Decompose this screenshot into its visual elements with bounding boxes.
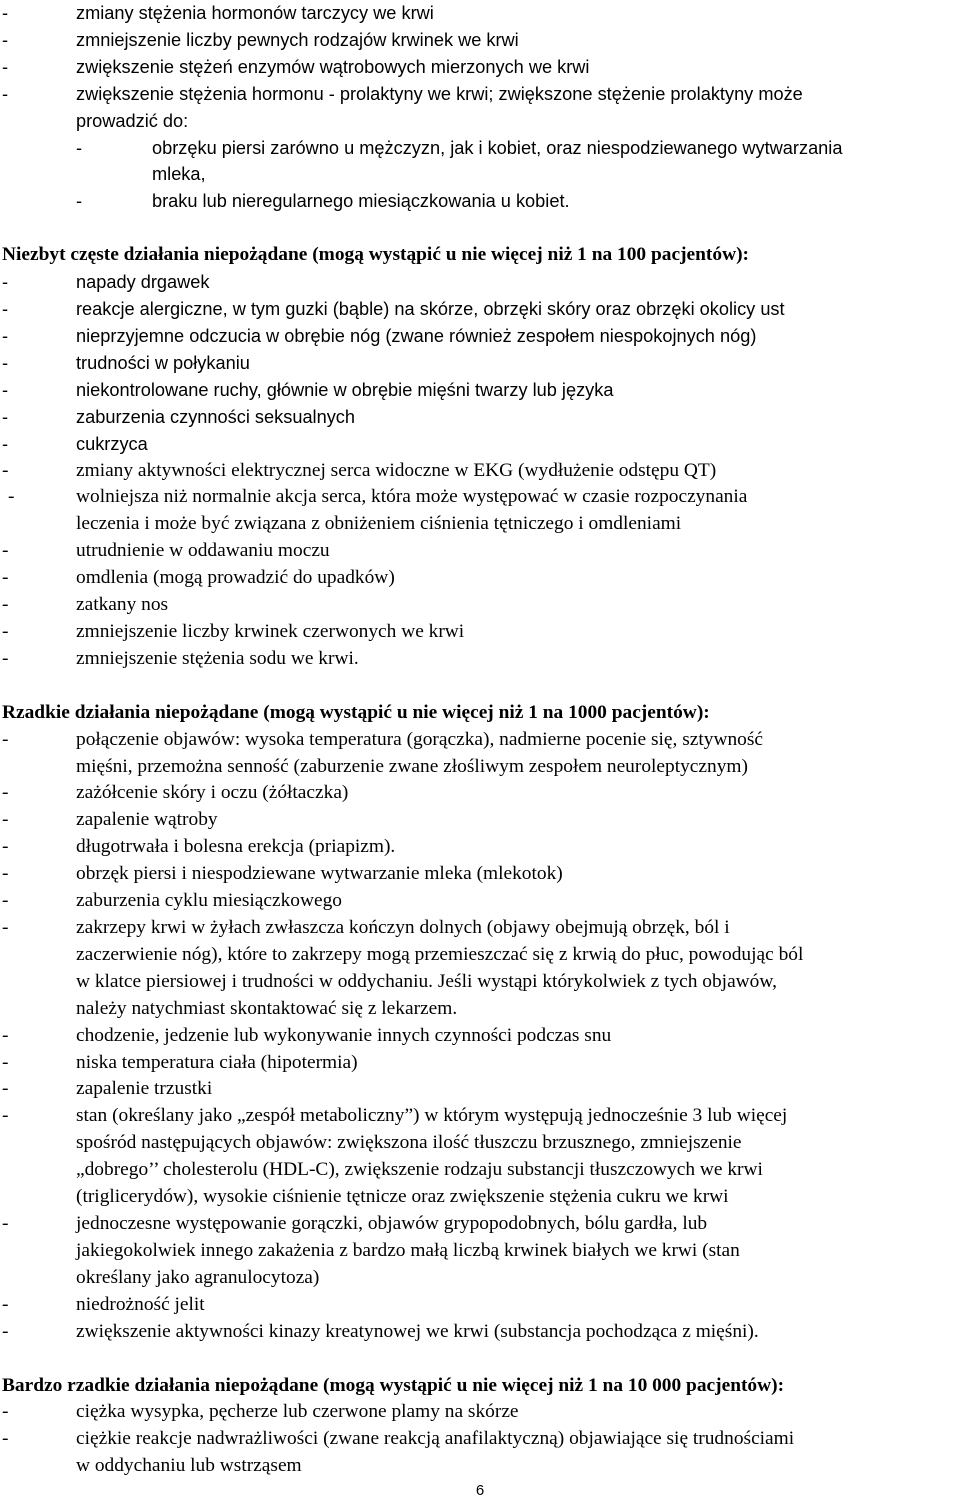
uncommon-list-sans bbox=[0, 269, 960, 457]
list-item-continuation: spośród następujących objawów: zwiększona ilość tłuszczu brzusznego, zmniejszenie bbox=[76, 1132, 742, 1154]
list-item-continuation: prowadzić do: bbox=[76, 110, 189, 131]
list-item: - zatkany nos bbox=[2, 594, 169, 616]
list-item-continuation: w oddychaniu lub wstrząsem bbox=[76, 1455, 302, 1477]
list-item: - napady drgawek bbox=[2, 272, 210, 293]
list-item: - zapalenie wątroby bbox=[2, 809, 218, 831]
list-item-continuation: należy natychmiast skontaktować się z lekarzem. bbox=[76, 997, 458, 1019]
section-heading-uncommon: Niezbyt częste działania niepożądane (mogą wystąpić u nie więcej niż 1 na 100 pacjentów): bbox=[2, 244, 749, 266]
list-item: - zapalenie trzustki bbox=[2, 1078, 213, 1100]
list-item-continuation: w klatce piersiowej i trudności w oddychaniu. Jeśli wystąpi którykolwiek z tych objawów, bbox=[76, 970, 777, 992]
section-heading-rare: Rzadkie działania niepożądane (mogą wystąpić u nie więcej niż 1 na 1000 pacjentów): bbox=[2, 701, 710, 723]
list-item: - zakrzepy krwi w żyłach zwłaszcza kończyn dolnych (objawy obejmują obrzęk, ból i bbox=[2, 917, 730, 938]
list-item: - ciężka wysypka, pęcherze lub czerwone plamy na skórze bbox=[2, 1401, 519, 1423]
list-item-bradycardia: - wolniejsza niż normalnie akcja serca, która może występować w czasie rozpoczynania bbox=[8, 486, 748, 508]
list-item: - zwiększenie stężenia hormonu - prolaktyny we krwi; zwiększone stężenie prolaktyny może bbox=[2, 83, 803, 104]
list-item: - stan (określany jako „zespół metaboliczny”) w którym występują jednocześnie 3 lub więcej bbox=[2, 1105, 788, 1127]
list-item-continuation: leczenia i może być związana z obniżeniem ciśnienia tętniczego i omdleniami bbox=[76, 513, 682, 535]
sub-list-item: - obrzęku piersi zarówno u mężczyzn, jak i kobiet, oraz niespodziewanego wytwarzania bbox=[76, 137, 843, 158]
list-item: - omdlenia (mogą prowadzić do upadków) bbox=[2, 567, 395, 589]
list-item: - utrudnienie w oddawaniu moczu bbox=[2, 540, 330, 562]
list-item-continuation: mięśni, przemożna senność (zaburzenie zwane złośliwym zespołem neuroleptycznym) bbox=[76, 755, 748, 777]
list-item: - zwiększenie aktywności kinazy kreatynowej we krwi (substancja pochodząca z mięśni). bbox=[2, 1320, 759, 1342]
list-item: - jednoczesne występowanie gorączki, objawów grypopodobnych, bólu gardła, lub bbox=[2, 1212, 708, 1234]
list-item-ekg: - zmiany aktywności elektrycznej serca widoczne w EKG (wydłużenie odstępu QT) bbox=[2, 459, 717, 481]
top-list bbox=[0, 0, 960, 215]
list-item: - zaburzenia czynności seksualnych bbox=[2, 406, 356, 427]
list-item: - zmiany stężenia hormonów tarczycy we krwi bbox=[2, 3, 434, 23]
list-item-continuation: „dobrego’’ cholesterolu (HDL-C), zwiększenie rodzaju substancji tłuszczowych we krwi bbox=[76, 1159, 763, 1181]
list-item: - trudności w połykaniu bbox=[2, 352, 250, 373]
sub-list-item-continuation: mleka, bbox=[152, 164, 206, 185]
list-item: - chodzenie, jedzenie lub wykonywanie innych czynności podczas snu bbox=[2, 1024, 612, 1046]
list-item-continuation: zaczerwienie nóg), które to zakrzepy mogą przemieszczać się z krwią do płuc, powodując ból bbox=[76, 943, 804, 965]
list-item: - zaburzenia cyklu miesiączkowego bbox=[2, 890, 342, 912]
list-item: - cukrzyca bbox=[2, 433, 148, 454]
list-item: - niska temperatura ciała (hipotermia) bbox=[2, 1051, 358, 1073]
list-item: - zmniejszenie stężenia sodu we krwi. bbox=[2, 647, 359, 669]
list-item: - zmniejszenie liczby krwinek czerwonych we krwi bbox=[2, 620, 465, 642]
list-item-continuation: (triglicerydów), wysokie ciśnienie tętnicze oraz zwiększenie stężenia cukru we krwi bbox=[76, 1186, 729, 1208]
list-item: - połączenie objawów: wysoka temperatura (gorączka), nadmierne pocenie się, sztywność bbox=[2, 728, 764, 750]
list-item: - zmniejszenie liczby pewnych rodzajów krwinek we krwi bbox=[2, 29, 519, 50]
list-item: - niekontrolowane ruchy, głównie w obrębie mięśni twarzy lub języka bbox=[2, 379, 614, 400]
list-item: - reakcje alergiczne, w tym guzki (bąble) na skórze, obrzęki skóry oraz obrzęki okolicy ust bbox=[2, 299, 785, 320]
list-item: - obrzęk piersi i niespodziewane wytwarzanie mleka (mlekotok) bbox=[2, 863, 563, 885]
list-item-continuation: określany jako agranulocytoza) bbox=[76, 1266, 320, 1288]
list-item-continuation: jakiegokolwiek innego zakażenia z bardzo małą liczbą krwinek białych we krwi (stan bbox=[76, 1239, 740, 1261]
list-item: - niedrożność jelit bbox=[2, 1293, 205, 1315]
list-item: - zwiększenie stężeń enzymów wątrobowych mierzonych we krwi bbox=[2, 56, 590, 77]
list-item: - ciężkie reakcje nadwrażliwości (zwane reakcją anafilaktyczną) objawiające się trudnościami bbox=[2, 1428, 795, 1450]
section-heading-very-rare: Bardzo rzadkie działania niepożądane (mogą wystąpić u nie więcej niż 1 na 10 000 pacjentów): bbox=[2, 1374, 785, 1396]
sub-list-item: - braku lub nieregularnego miesiączkowania u kobiet. bbox=[76, 191, 570, 212]
list-item: - nieprzyjemne odczucia w obrębie nóg (zwane również zespołem niespokojnych nóg) bbox=[2, 325, 757, 346]
page-number: 6 bbox=[475, 1482, 485, 1499]
list-item: - długotrwała i bolesna erekcja (priapizm). bbox=[2, 836, 396, 858]
list-item: - zażółcenie skóry i oczu (żółtaczka) bbox=[2, 782, 349, 804]
